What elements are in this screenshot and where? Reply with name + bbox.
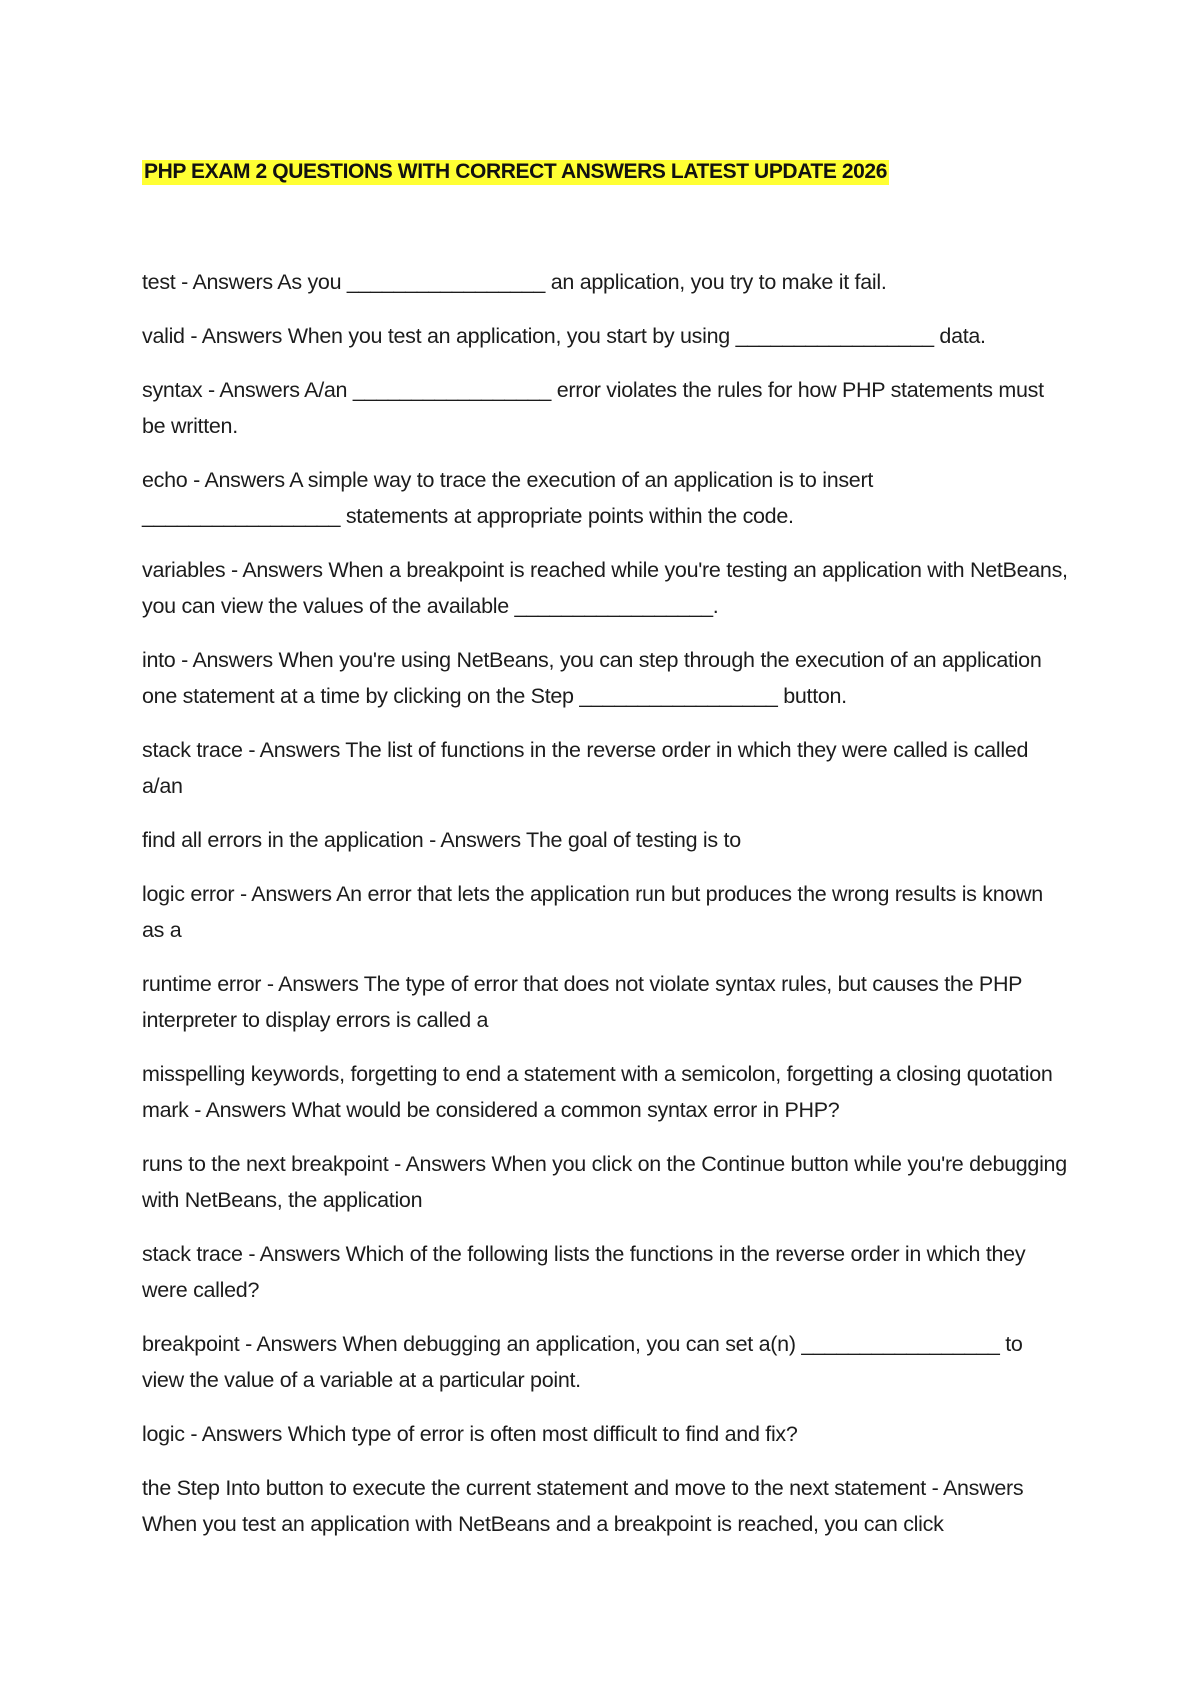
- question-answer-item: valid - Answers When you test an application, you start by using _________________ data.: [142, 324, 986, 348]
- question-answer-item: logic error - Answers An error that lets the application run but produces the wrong results is known as a: [142, 882, 1043, 942]
- question-answer-item: breakpoint - Answers When debugging an application, you can set a(n) _________________ to view the value of a variable at a particular point.: [142, 1332, 1023, 1392]
- question-answer-item: variables - Answers When a breakpoint is reached while you're testing an application with NetBeans, you can view the values of the available _________________.: [142, 558, 1068, 618]
- question-answer-item: into - Answers When you're using NetBeans, you can step through the execution of an application one statement at a time by clicking on the Step _________________ button.: [142, 648, 1042, 708]
- question-answer-item: runs to the next breakpoint - Answers When you click on the Continue button while you're debugging with NetBeans, the application: [142, 1152, 1067, 1212]
- question-answer-item: the Step Into button to execute the current statement and move to the next statement - Answers When you test an application with NetBeans and a breakpoint is reached, you can click: [142, 1476, 1024, 1536]
- question-answer-item: syntax - Answers A/an _________________ error violates the rules for how PHP statements must be written.: [142, 378, 1044, 438]
- question-answer-list: [142, 264, 1070, 1560]
- question-answer-item: stack trace - Answers Which of the following lists the functions in the reverse order in which they were called?: [142, 1242, 1026, 1302]
- document-title: [142, 156, 889, 188]
- question-answer-item: misspelling keywords, forgetting to end a statement with a semicolon, forgetting a closing quotation mark - Answers What would be considered a common syntax error in PHP?: [142, 1062, 1053, 1122]
- question-answer-item: logic - Answers Which type of error is often most difficult to find and fix?: [142, 1422, 798, 1446]
- question-answer-item: runtime error - Answers The type of error that does not violate syntax rules, but causes the PHP interpreter to display errors is called a: [142, 972, 1022, 1032]
- question-answer-item: echo - Answers A simple way to trace the execution of an application is to insert _________________ statements at appropriate points within the code.: [142, 468, 873, 528]
- question-answer-item: find all errors in the application - Answers The goal of testing is to: [142, 828, 741, 852]
- highlighted-title-text: PHP EXAM 2 QUESTIONS WITH CORRECT ANSWERS LATEST UPDATE 2026: [144, 160, 887, 183]
- question-answer-item: test - Answers As you _________________ an application, you try to make it fail.: [142, 270, 887, 294]
- question-answer-item: stack trace - Answers The list of functions in the reverse order in which they were called is called a/an: [142, 738, 1029, 798]
